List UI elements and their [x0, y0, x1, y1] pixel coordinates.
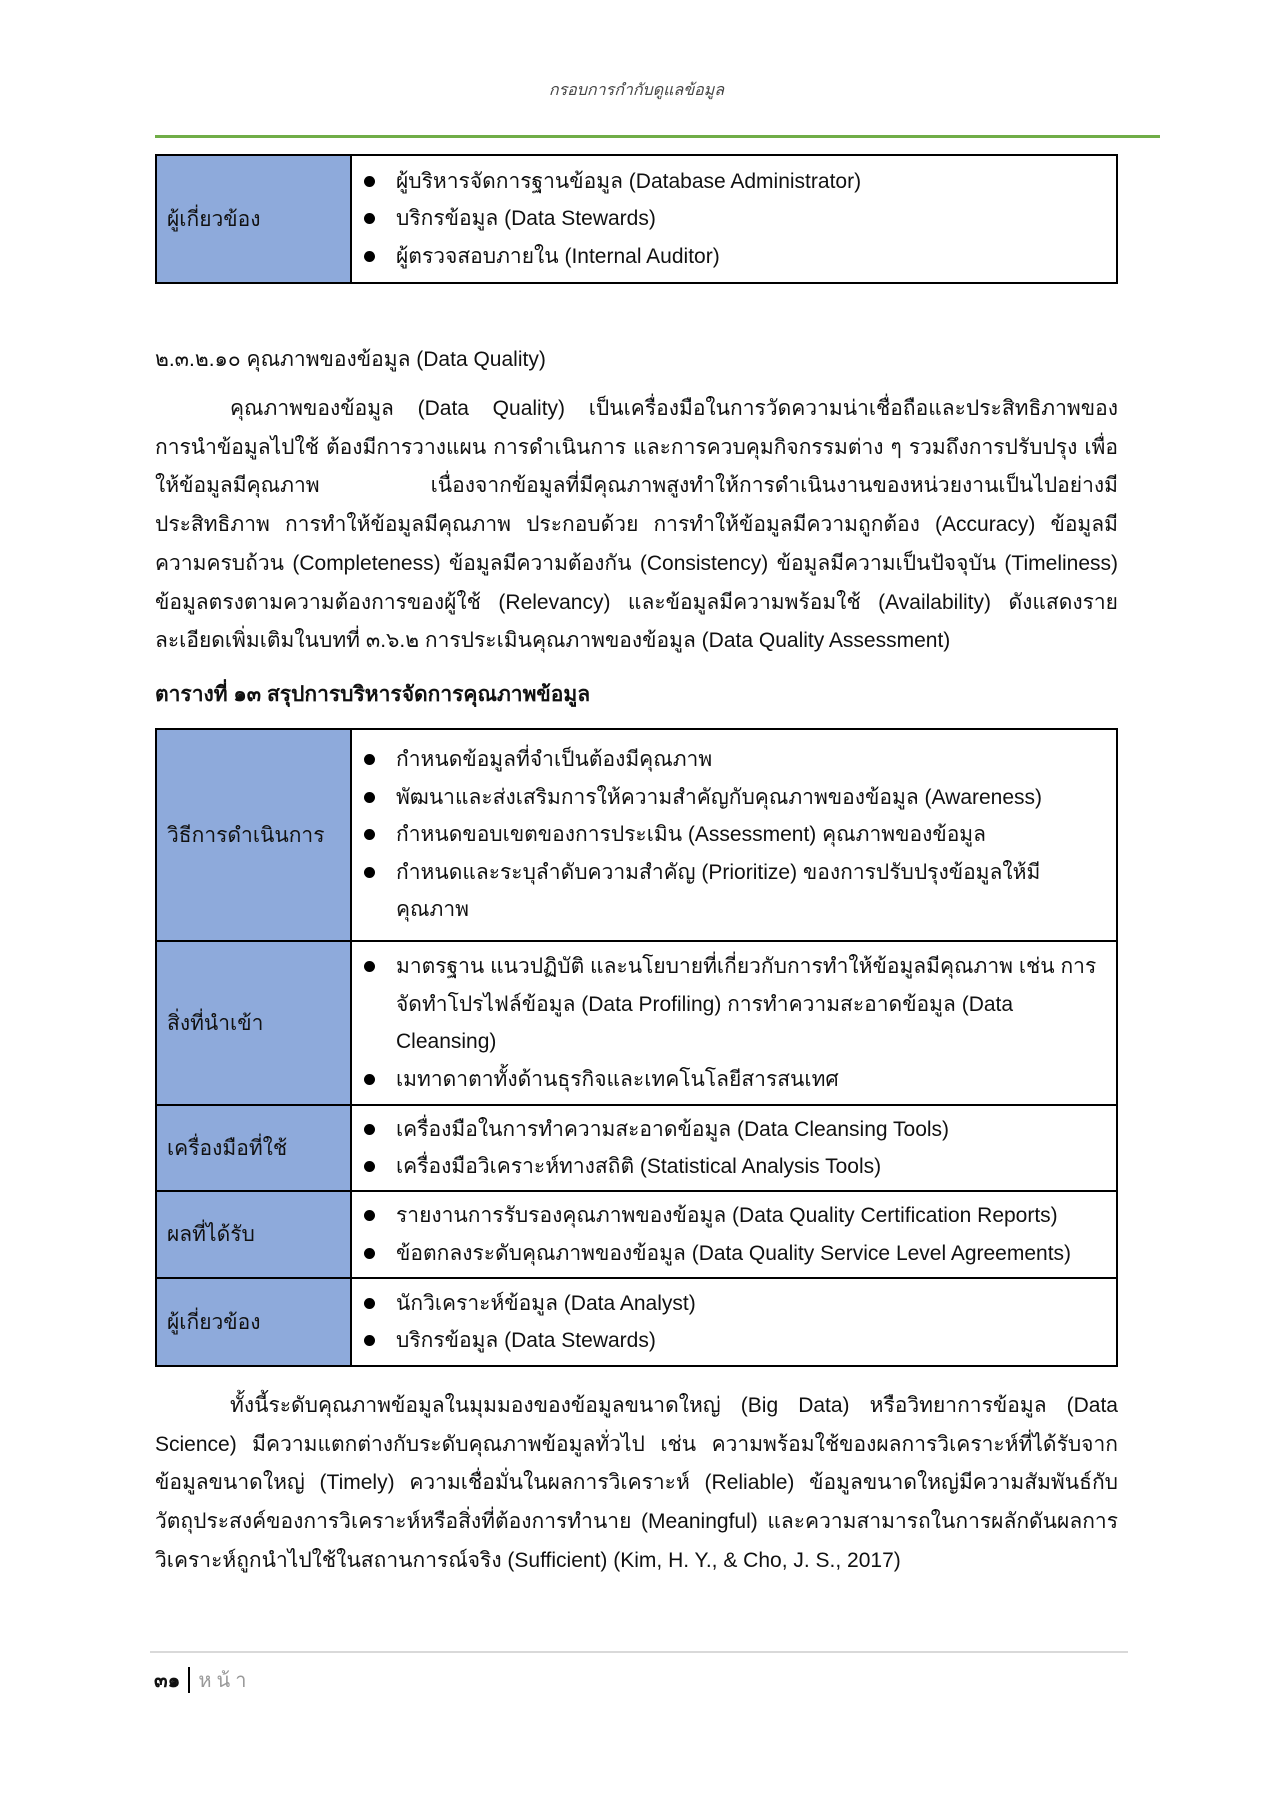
footer-rule: [150, 1651, 1128, 1653]
list-item: กำหนดขอบเขตของการประเมิน (Assessment) คุณภาพของข้อมูล: [362, 816, 1108, 854]
list-item: นักวิเคราะห์ข้อมูล (Data Analyst): [362, 1285, 1108, 1323]
list-item: รายงานการรับรองคุณภาพของข้อมูล (Data Quality Certification Reports): [362, 1197, 1108, 1235]
page-number: ๓๑: [154, 1670, 181, 1692]
paragraph: คุณภาพของข้อมูล (Data Quality) เป็นเครื่องมือในการวัดความน่าเชื่อถือและประสิทธิภาพของการนำข้อมูลไปใช้ ต้องมีการวางแผน การดำเนินการ และการควบคุมกิจกรรมต่าง ๆ รวมถึงการปรับปรุง เพื่อให้ข้อมูลมีคุณภาพ เนื่องจากข้อมูลที่มีคุณภาพสูงทำให้การดำเนินงานของหน่วยงานเป็นไปอย่างมีประสิทธิภาพ การทำให้ข้อมูลมีคุณภาพ ประกอบด้วย การทำให้ข้อมูลมีความถูกต้อง (Accuracy) ข้อมูลมีความครบถ้วน (Completeness) ข้อมูลมีความต้องกัน (Consistency) ข้อมูลมีความเป็นปัจจุบัน (Timeliness) ข้อมูลตรงตามความต้องการของผู้ใช้ (Relevancy) และข้อมูลมีความพร้อมใช้ (Availability) ดังแสดงรายละเอียดเพิ่มเติมในบทที่ ๓.๖.๒ การประเมินคุณภาพของข้อมูล (Data Quality Assessment): [155, 397, 1118, 653]
list-item: กำหนดและระบุลำดับความสำคัญ (Prioritize) ของการปรับปรุงข้อมูลให้มีคุณภาพ: [362, 854, 1108, 929]
list-item: พัฒนาและส่งเสริมการให้ความสำคัญกับคุณภาพของข้อมูล (Awareness): [362, 779, 1108, 817]
list-item: เมทาดาตาทั้งด้านธุรกิจและเทคโนโลยีสารสนเทศ: [362, 1061, 1108, 1099]
table-row: [156, 1105, 1117, 1191]
table-row: [156, 729, 1117, 941]
list-item: มาตรฐาน แนวปฏิบัติ และนโยบายที่เกี่ยวกับการทำให้ข้อมูลมีคุณภาพ เช่น การจัดทำโปรไฟล์ข้อมูล (Data Profiling) การทำความสะอาดข้อมูล (Data Cleansing): [362, 948, 1108, 1061]
table-row: [156, 1191, 1117, 1278]
row-label: เครื่องมือที่ใช้: [156, 1105, 351, 1191]
row-label: สิ่งที่นำเข้า: [156, 941, 351, 1105]
stakeholders-table: [155, 154, 1118, 284]
paragraph: ทั้งนี้ระดับคุณภาพข้อมูลในมุมมองของข้อมูลขนาดใหญ่ (Big Data) หรือวิทยาการข้อมูล (Data Science) มีความแตกต่างกับระดับคุณภาพข้อมูลทั่วไป เช่น ความพร้อมใช้ของผลการวิเคราะห์ที่ได้รับจากข้อมูลขนาดใหญ่ (Timely) ความเชื่อมั่นในผลการวิเคราะห์ (Reliable) ข้อมูลขนาดใหญ่มีความสัมพันธ์กับวัตถุประสงค์ของการวิเคราะห์หรือสิ่งที่ต้องการทำนาย (Meaningful) และความสามารถในการผลักดันผลการวิเคราะห์ถูกนำไปใช้ในสถานการณ์จริง (Sufficient) (Kim, H. Y., & Cho, J. S., 2017): [155, 1394, 1118, 1572]
data-quality-table: [155, 728, 1118, 1367]
page-word: หน้า: [198, 1670, 252, 1692]
list-item: ข้อตกลงระดับคุณภาพของข้อมูล (Data Quality Service Level Agreements): [362, 1235, 1108, 1273]
row-label: ผู้เกี่ยวข้อง: [156, 155, 351, 283]
table-row: [156, 1278, 1117, 1366]
list-item: บริกรข้อมูล (Data Stewards): [362, 1322, 1108, 1360]
table-row: [156, 155, 1117, 283]
list-item: เครื่องมือวิเคราะห์ทางสถิติ (Statistical Analysis Tools): [362, 1148, 1108, 1186]
row-label: วิธีการดำเนินการ: [156, 729, 351, 941]
row-label: ผู้เกี่ยวข้อง: [156, 1278, 351, 1366]
table-row: [156, 941, 1117, 1105]
list-item: ผู้ตรวจสอบภายใน (Internal Auditor): [362, 238, 1108, 276]
section-heading: ๒.๓.๒.๑๐ คุณภาพของข้อมูล (Data Quality): [155, 348, 546, 371]
header-rule: [155, 135, 1160, 138]
table-caption: ตารางที่ ๑๓ สรุปการบริหารจัดการคุณภาพข้อมูล: [155, 683, 591, 706]
bullet-list: [362, 163, 1108, 276]
list-item: กำหนดข้อมูลที่จำเป็นต้องมีคุณภาพ: [362, 741, 1108, 779]
list-item: เครื่องมือในการทำความสะอาดข้อมูล (Data Cleansing Tools): [362, 1111, 1108, 1149]
page-footer: [154, 1664, 251, 1696]
running-header: กรอบการกำกับดูแลข้อมูล: [548, 82, 725, 99]
list-item: บริกรข้อมูล (Data Stewards): [362, 200, 1108, 238]
list-item: ผู้บริหารจัดการฐานข้อมูล (Database Administrator): [362, 163, 1108, 201]
footer-divider: [188, 1667, 190, 1693]
row-label: ผลที่ได้รับ: [156, 1191, 351, 1278]
